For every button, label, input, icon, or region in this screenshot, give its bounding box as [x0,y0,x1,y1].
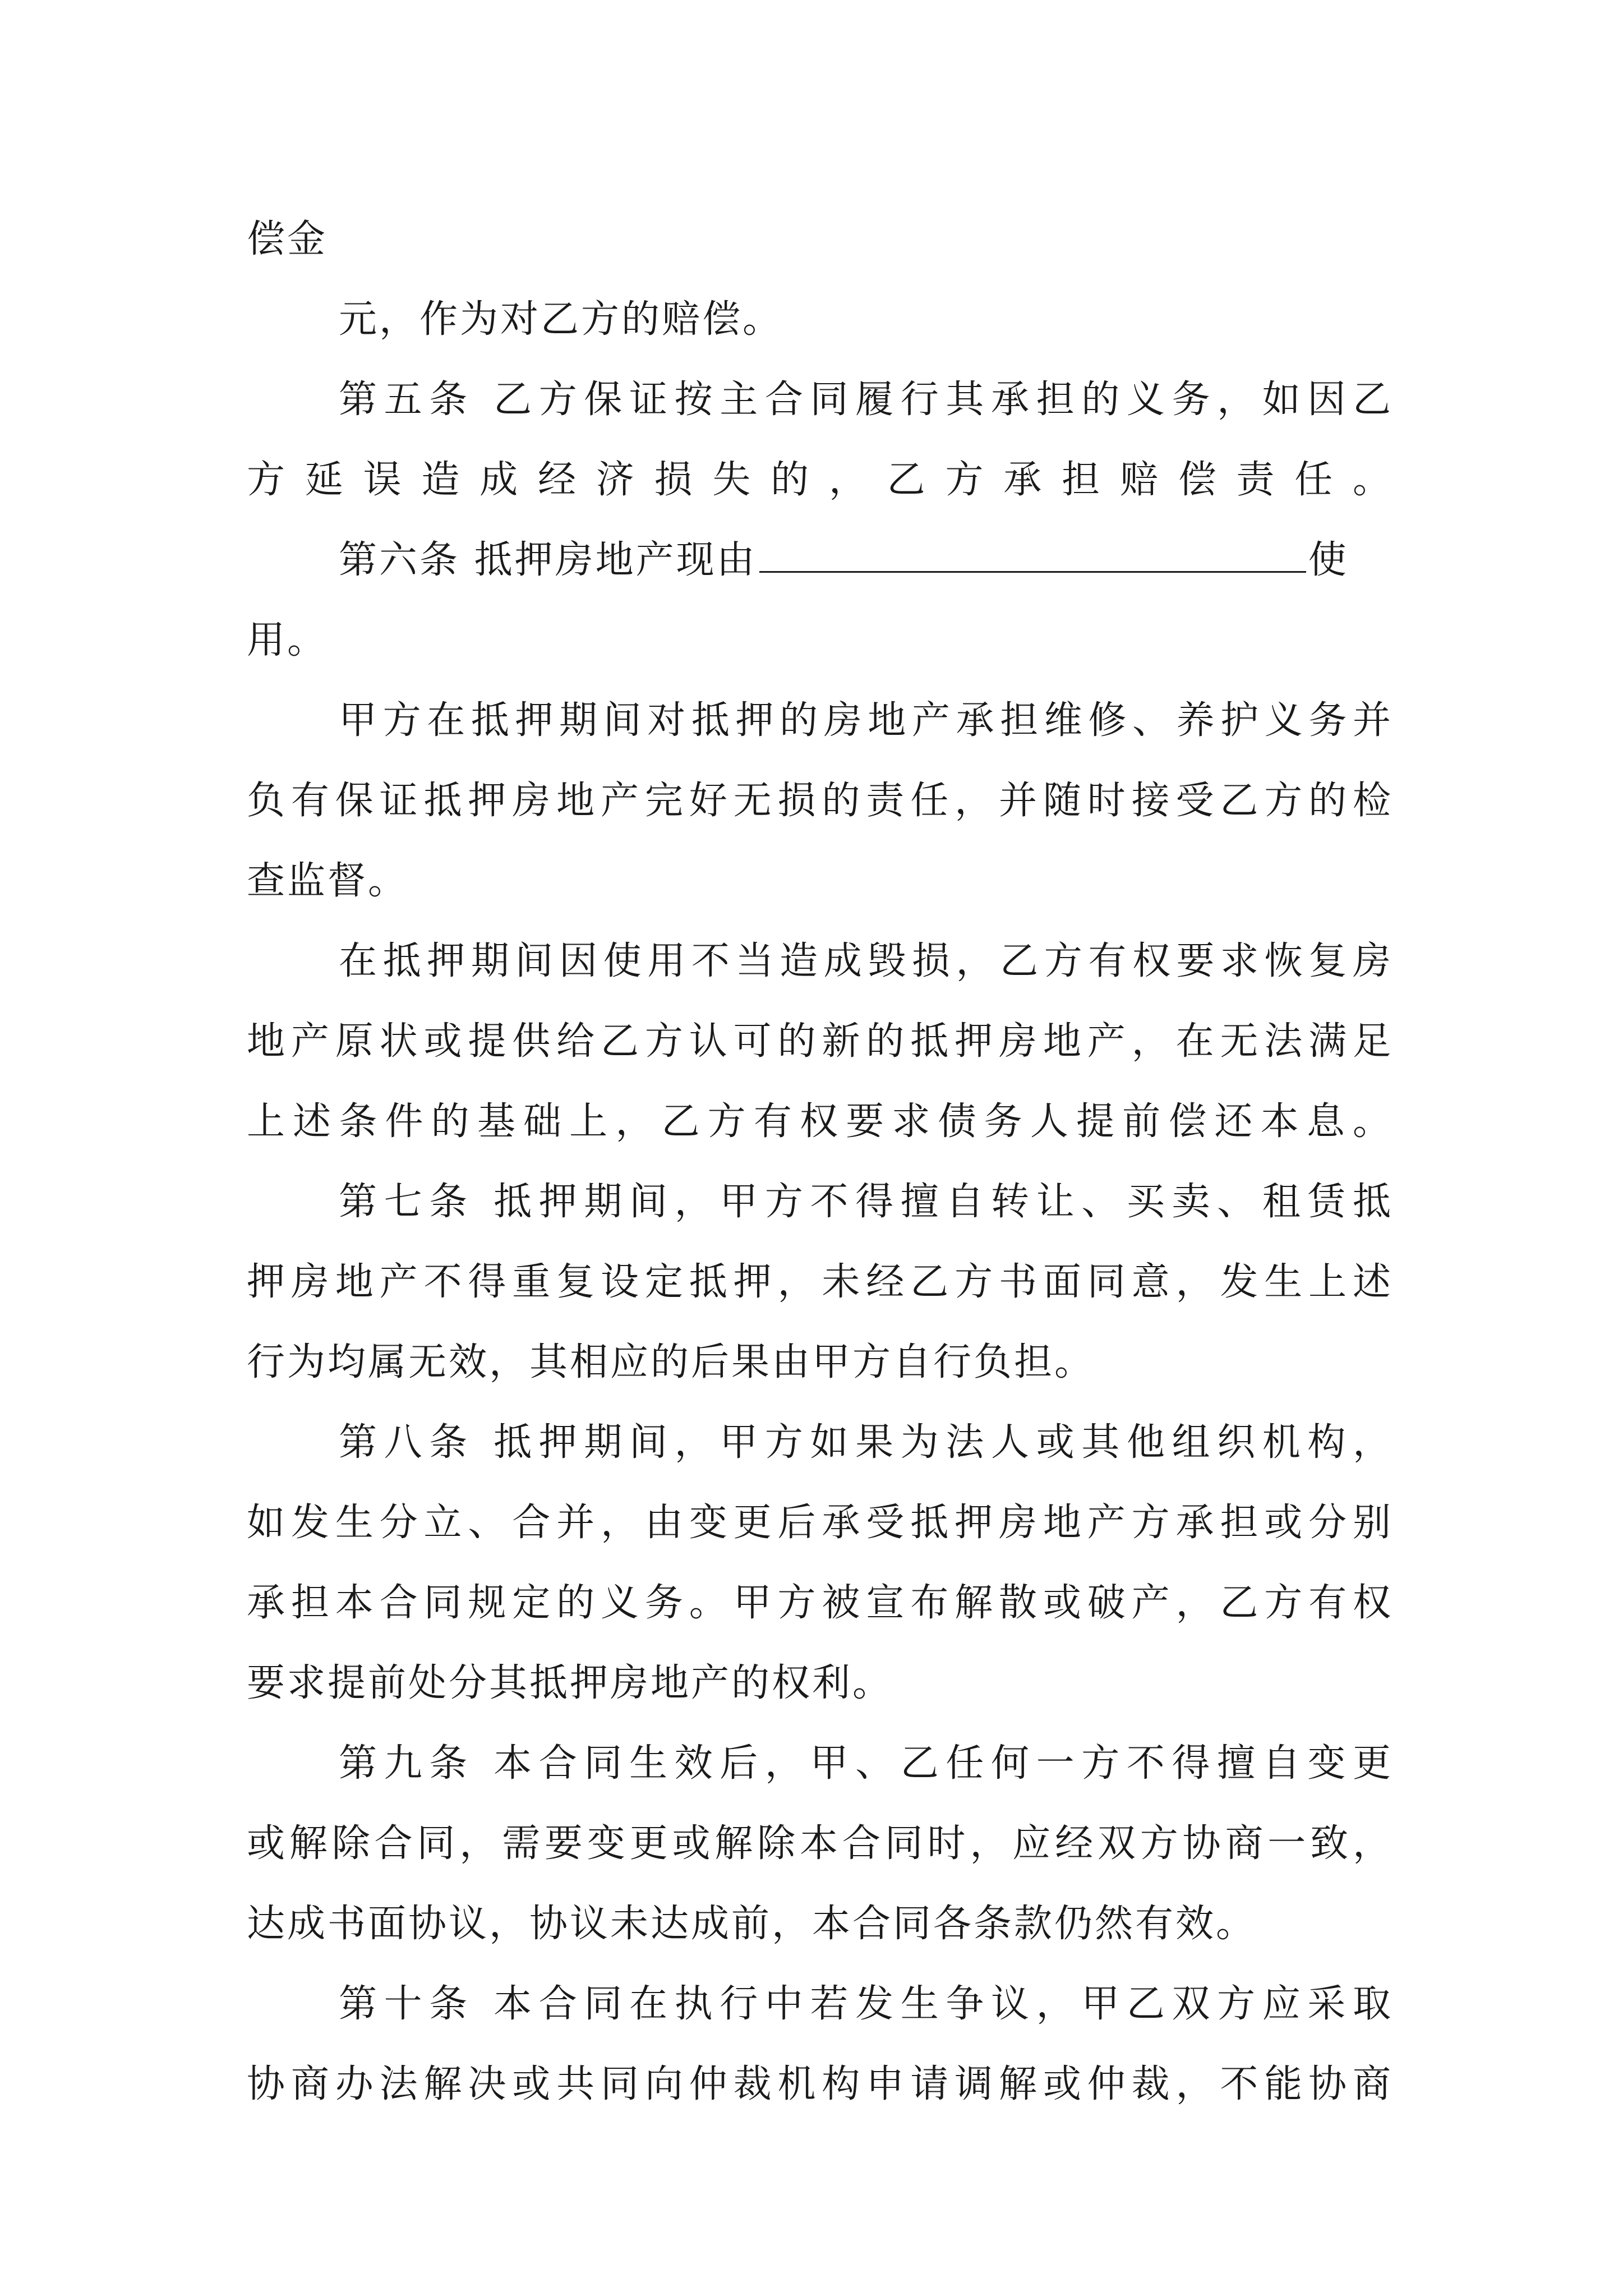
article-10-line-1: 第十条 本合同在执行中若发生争议，甲乙双方应采取 [339,1982,1391,2026]
text-line: 元，作为对乙方的赔偿。 [339,297,783,342]
text-line: 上述条件的基础上，乙方有权要求债务人提前偿还本息。 [247,1099,1391,1144]
article-9-line-2: 或解除合同，需要变更或解除本合同时，应经双方协商一致， [247,1821,1391,1866]
text-line: 查监督。 [247,859,409,903]
article-8-line-1: 第八条 抵押期间，甲方如果为法人或其他组织机构， [339,1420,1391,1465]
article-6-line-2: 用。 [247,618,328,662]
article-8-line-4: 要求提前处分其抵押房地产的权利。 [247,1661,893,1705]
article-5-line-1: 第五条 乙方保证按主合同履行其承担的义务，如因乙 [339,378,1391,422]
text-line: 地产原状或提供给乙方认可的新的抵押房地产，在无法满足 [247,1019,1391,1064]
text-line: 负有保证抵押房地产完好无损的责任，并随时接受乙方的检 [247,779,1391,823]
text-line: 甲方在抵押期间对抵押的房地产承担维修、养护义务并 [339,698,1391,743]
fill-in-blank[interactable] [759,526,1306,573]
article-8-line-2: 如发生分立、合并，由变更后承受抵押房地产方承担或分别 [247,1501,1391,1545]
article-8-line-3: 承担本合同规定的义务。甲方被宣布解散或破产，乙方有权 [247,1581,1391,1625]
article-7-line-3: 行为均属无效，其相应的后果由甲方自行负担。 [247,1340,1095,1384]
article-9-line-3: 达成书面协议，协议未达成前，本合同各条款仍然有效。 [247,1902,1257,1946]
article-5-line-2: 方延误造成经济损失的，乙方承担赔偿责任。 [247,458,1391,502]
article-10-line-2: 协商办法解决或共同向仲裁机构申请调解或仲裁，不能协商 [247,2062,1391,2106]
text-line: 偿金 [247,217,328,261]
text-line: 在抵押期间因使用不当造成毁损，乙方有权要求恢复房 [339,939,1391,983]
article-7-line-2: 押房地产不得重复设定抵押，未经乙方书面同意，发生上述 [247,1260,1391,1304]
article-6-line-1: 第六条 抵押房地产现由 使 [247,520,1391,600]
contract-text [247,199,1391,2124]
article-9-line-1: 第九条 本合同生效后，甲、乙任何一方不得擅自变更 [339,1741,1391,1786]
article-7-line-1: 第七条 抵押期间，甲方不得擅自转让、买卖、租赁抵 [339,1180,1391,1224]
